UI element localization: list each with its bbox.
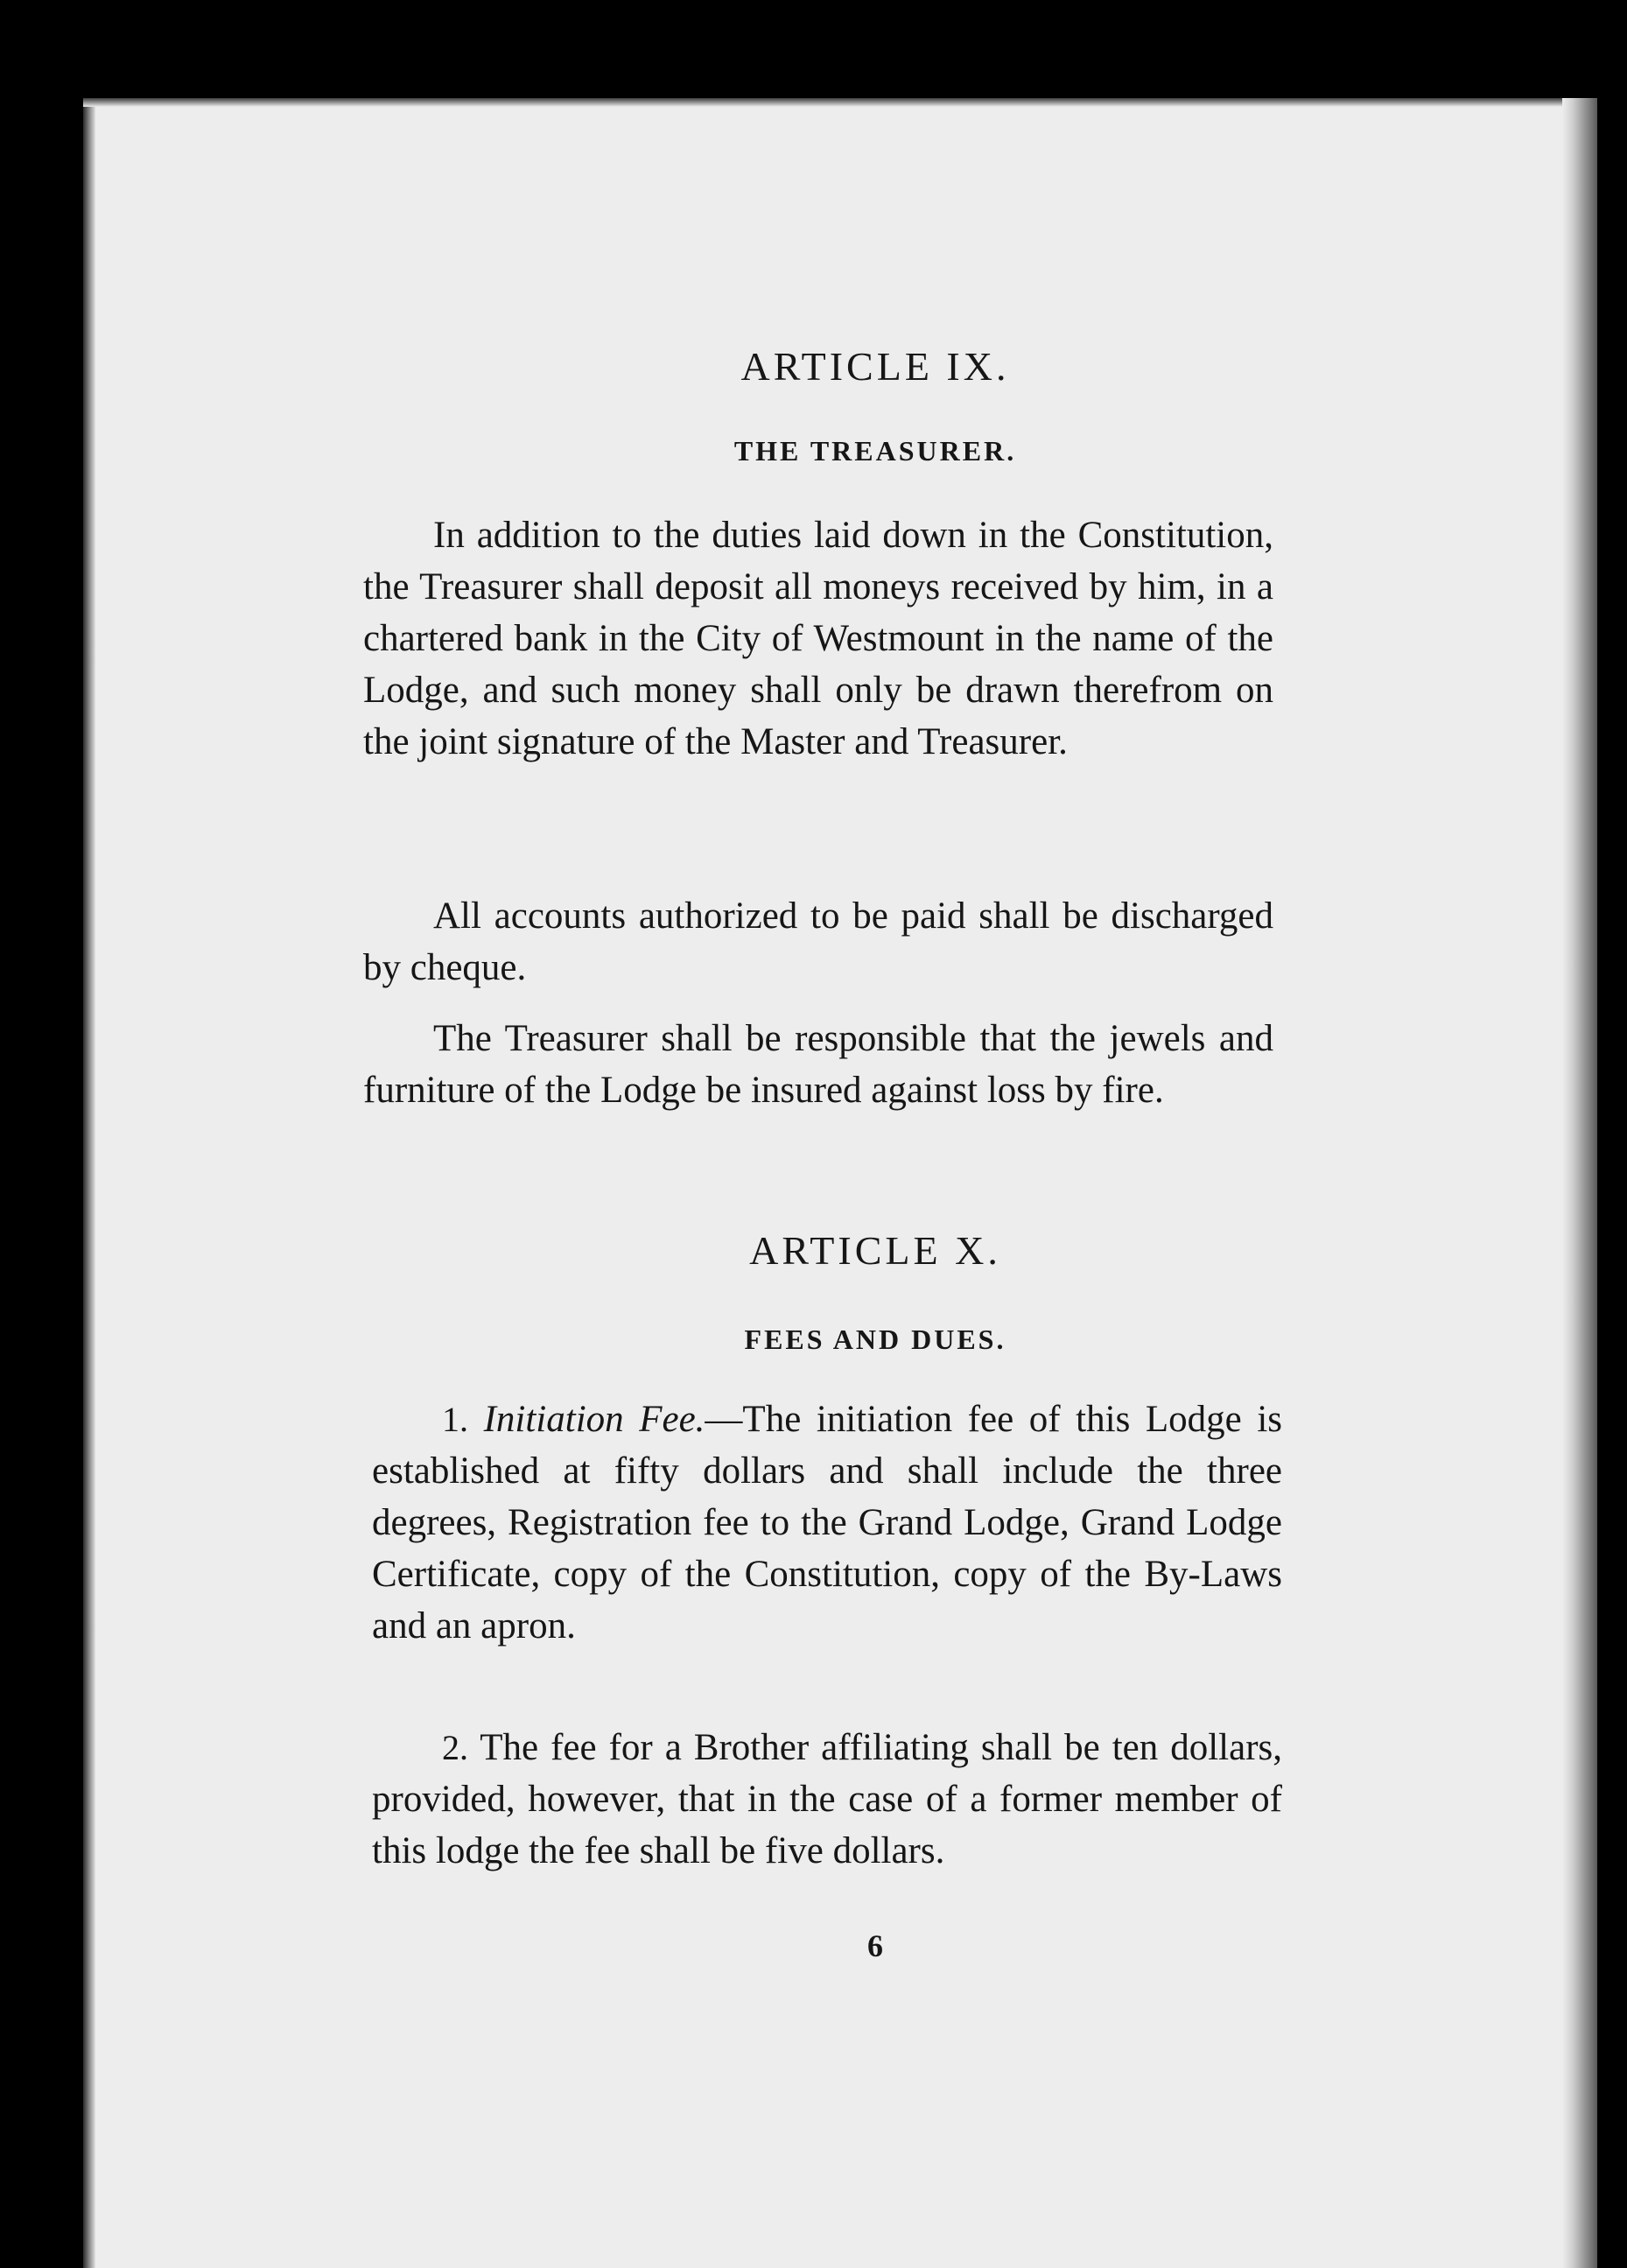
article-ix-subheading: THE TREASURER. (733, 435, 1017, 467)
article-x-heading: ARTICLE X. (749, 1228, 1001, 1273)
article-ix-paragraph: All accounts authorized to be paid shall be discharged by cheque. (363, 895, 1273, 988)
page-number: 6 (867, 1928, 883, 1963)
article-ix-paragraph: In addition to the duties laid down in the Constitution, the Treasurer shall deposit all moneys received by him, in a chartered bank in the City of Westmount in the name of the Lodge, and such money shall only be drawn therefrom on the joint signature of the Master and Treasurer. (363, 515, 1273, 762)
article-x-subheading: FEES AND DUES. (744, 1324, 1006, 1355)
item-number: 2. (442, 1728, 468, 1767)
article-ix-paragraph: The Treasurer shall be responsible that the jewels and furniture of the Lodge be insured against loss by fire. (363, 1018, 1273, 1111)
item-number: 1. (442, 1400, 468, 1439)
article-x-item (372, 1394, 1282, 1652)
item-text: —The initiation fee of this Lodge is established at fifty dollars and shall include the three degrees, Registration fee to the Grand Lodge, Grand Lodge Certificate, copy of the Constitution, copy of the By-Laws and an apron. (372, 1399, 1283, 1647)
page-top-edge (83, 98, 1597, 107)
item-title: Initiation Fee. (483, 1399, 705, 1440)
scanned-page (83, 98, 1597, 2268)
item-text: The fee for a Brother affiliating shall be ten dollars, provided, however, that in the case of a former member of this lodge the fee shall be five dollars. (372, 1727, 1283, 1871)
article-x-item (372, 1722, 1282, 1877)
article-ix-heading: ARTICLE IX. (740, 344, 1010, 389)
